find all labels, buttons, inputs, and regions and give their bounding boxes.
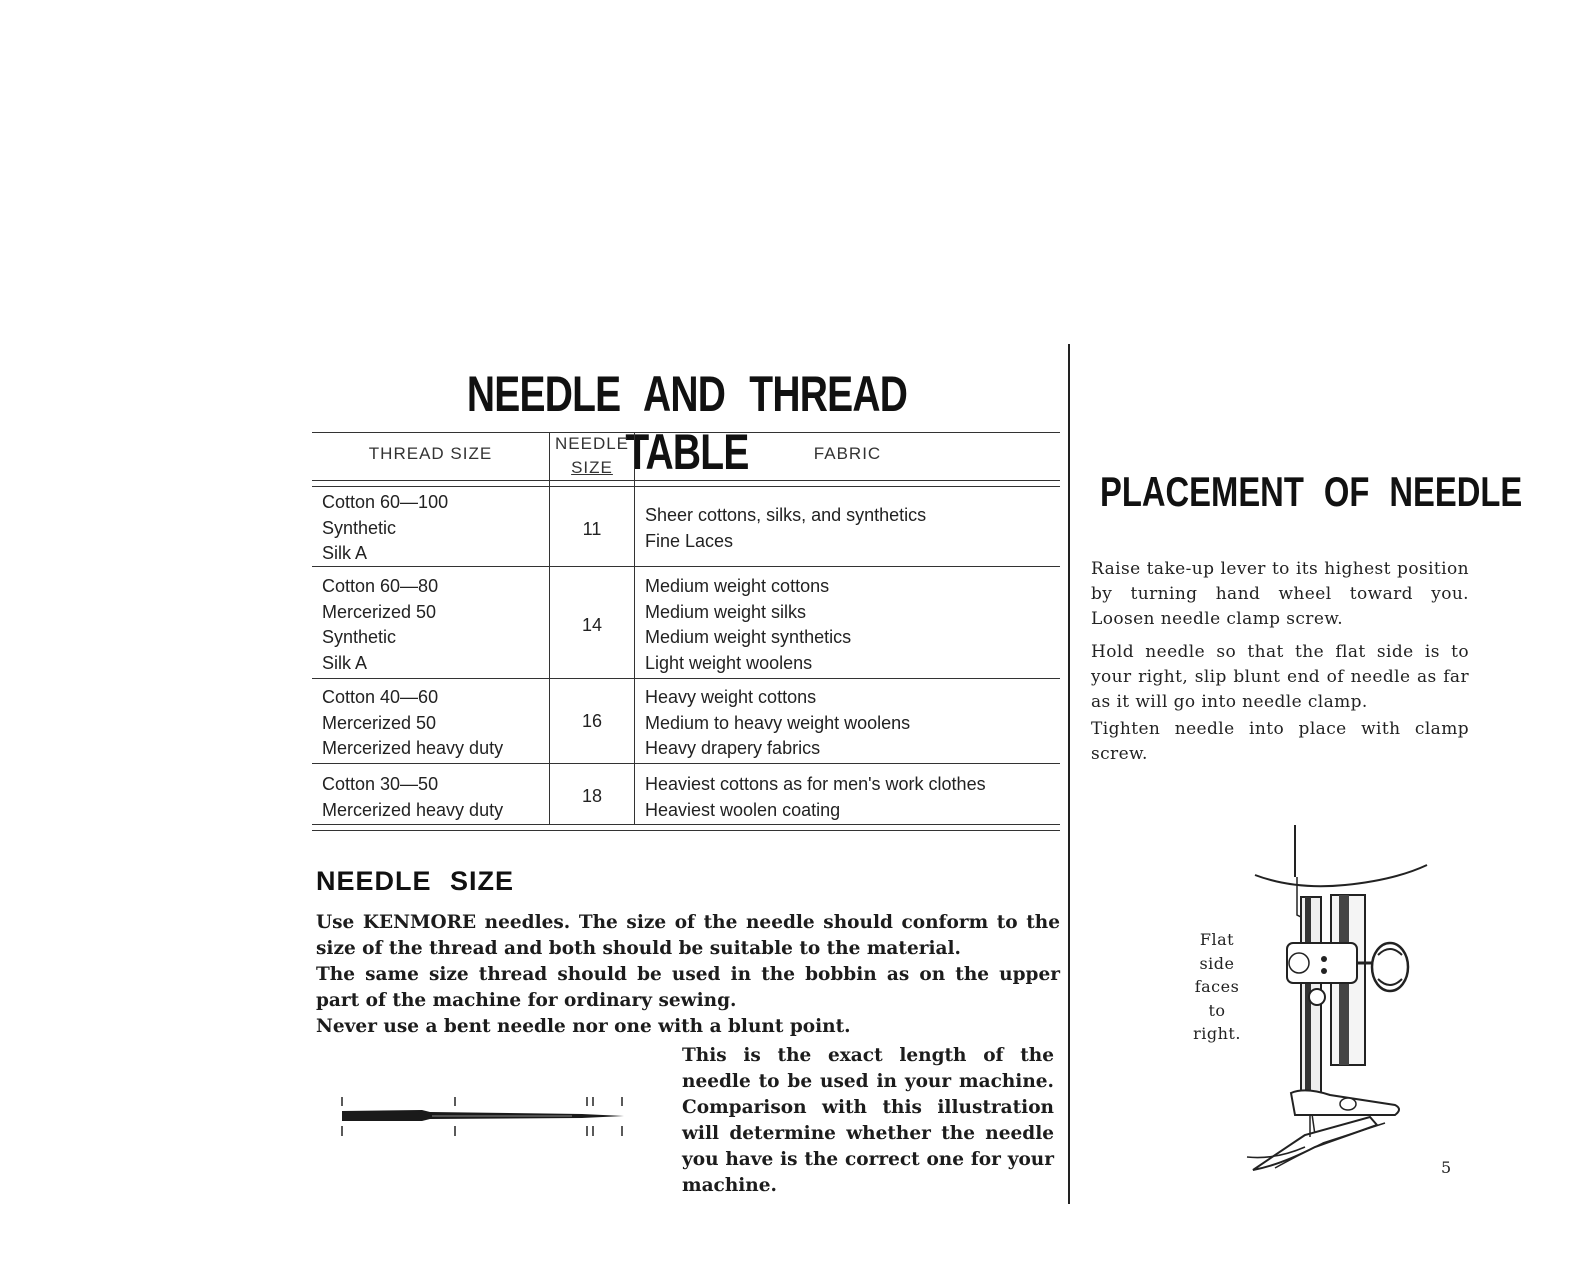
thread-size-cell: Cotton 60—80 <box>322 576 439 596</box>
page-number: 5 <box>1441 1158 1452 1177</box>
thread-size-cell: Cotton 60—100 <box>322 492 449 512</box>
needle-size-heading: NEEDLE SIZE <box>316 866 515 896</box>
fabric-cell: Heavy weight cottons <box>645 687 817 707</box>
thread-size-cell: Synthetic <box>322 517 397 538</box>
paragraph: Never use a bent needle nor one with a blunt point. <box>316 1016 851 1037</box>
table-row <box>322 574 438 676</box>
fabric-cell: Medium to heavy weight woolens <box>645 712 911 733</box>
fabric-cell: Medium weight cottons <box>645 576 830 596</box>
paragraph: Tighten needle into place with clamp screw. <box>1091 719 1469 764</box>
needle-size-text <box>316 910 1060 1040</box>
thread-size-cell: Mercerized heavy duty <box>322 738 504 758</box>
thread-size-cell: Silk A <box>322 543 368 563</box>
paragraph: The same size thread should be used in the bobbin as on the upper part of the machine for ordinary sewing. <box>316 964 1060 1011</box>
fabric-cell: Sheer cottons, silks, and synthetics <box>645 505 927 525</box>
fabric-cell: Medium weight silks <box>645 601 807 622</box>
fabric-cell: Heaviest woolen coating <box>645 799 841 820</box>
thread-size-cell: Mercerized heavy duty <box>322 799 504 820</box>
fabric-cell: Heaviest cottons as for men's work clothes <box>645 774 986 794</box>
page-title: NEEDLE AND THREAD TABLE <box>466 366 908 480</box>
fabric-cell: Light weight woolens <box>645 652 813 673</box>
header-thread-size: THREAD SIZE <box>368 444 493 463</box>
thread-size-cell: Cotton 40—60 <box>322 687 439 707</box>
fabric-cell: Medium weight synthetics <box>645 627 852 647</box>
header-fabric: FABRIC <box>813 444 882 463</box>
needle-size-cell: 14 <box>581 615 603 635</box>
needle-size-cell: 18 <box>581 786 603 806</box>
fabric-cell: Fine Laces <box>645 530 734 551</box>
table-row <box>322 685 503 762</box>
needle-thread-table <box>312 432 1060 832</box>
needle-size-cell: 16 <box>581 711 603 731</box>
thread-size-cell: Silk A <box>322 652 368 673</box>
needle-size-cell: 11 <box>582 519 602 539</box>
fabric-cell: Heavy drapery fabrics <box>645 738 821 758</box>
placement-heading: PLACEMENT OF NEEDLE <box>1100 468 1523 515</box>
placement-instructions <box>1091 557 1469 775</box>
thread-size-cell: Cotton 30—50 <box>322 774 439 794</box>
column-divider <box>1068 344 1070 1204</box>
table-row <box>322 490 448 567</box>
thread-size-cell: Synthetic <box>322 627 397 647</box>
thread-size-cell: Mercerized 50 <box>322 712 437 733</box>
thread-size-cell: Mercerized 50 <box>322 601 437 622</box>
paragraph: Raise take-up lever to its highest position by turning hand wheel toward you. Loosen needle clamp screw. <box>1091 559 1469 629</box>
header-needle-size-line1: NEEDLE <box>554 434 630 453</box>
needle-clamp-illustration <box>1235 825 1435 1175</box>
paragraph: Use KENMORE needles. The size of the needle should conform to the size of the thread and both should be suitable to the material. <box>316 912 1060 959</box>
needle-length-note: This is the exact length of the needle to be used in your machine. Comparison with this illustration will determine whether the needle you have is the correct one for your machine. <box>682 1045 1054 1196</box>
figure-label: Flat side faces to right. <box>1193 930 1241 1043</box>
paragraph: Hold needle so that the flat side is to your right, slip blunt end of needle as far as it will go into needle clamp. <box>1091 642 1469 712</box>
needle-illustration <box>332 1092 632 1144</box>
table-row <box>322 772 503 823</box>
header-needle-size-line2: SIZE <box>571 458 613 477</box>
